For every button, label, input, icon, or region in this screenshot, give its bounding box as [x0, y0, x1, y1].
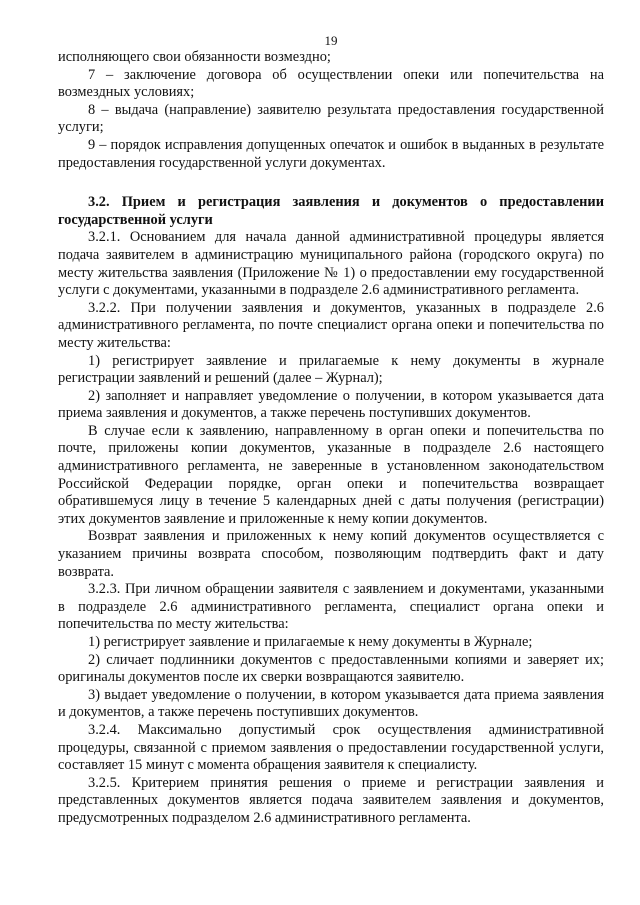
clause-3-2-2-return: Возврат заявления и приложенных к нему копий документов осуществляется с указанием причины возврата способом, позволяющим подтвердить факт и дату возврата.: [58, 528, 604, 580]
list-item-9: 9 – порядок исправления допущенных опечаток и ошибок в выданных в результате предоставления государственной услуги документах.: [58, 136, 604, 171]
section-heading: 3.2. Прием и регистрация заявления и документов о предоставлении государственной услуги: [58, 194, 604, 228]
paragraph-continuation: исполняющего свои обязанности возмездно;: [58, 49, 331, 65]
clause-3-2-5: 3.2.5. Критерием принятия решения о приеме и регистрации заявления и представленных документов является подача заявителем заявления и документов, предусмотренных подразделом 2.6 административного регламента.: [58, 774, 604, 826]
clause-3-2-2-item-1: 1) регистрирует заявление и прилагаемые к нему документы в журнале регистрации заявлений и решений (далее – Журнал);: [58, 352, 604, 387]
clause-3-2-2-copies: В случае если к заявлению, направленному в орган опеки и попечительства по почте, приложены копии документов, указанные в подразделе 2.6 настоящего административного регламента, не заверенные в установленном законодательством Российской Федерации порядке, орган опеки и попечительства возвращает обратившемуся лицу в течение 5 календарных дней с даты получения (регистрации) этих документов заявление и приложенные к нему копии документов.: [58, 422, 604, 527]
clause-3-2-1: 3.2.1. Основанием для начала данной административной процедуры является подача заявителем в администрацию муниципального района (городского округа) по месту жительства заявления (Приложение № 1) о предоставлении ему государственной услуги с документами, указанными в подразделе 2.6 административного регламента.: [58, 229, 604, 299]
page-number: 19: [324, 33, 338, 48]
clause-3-2-3-item-1: 1) регистрирует заявление и прилагаемые к нему документы в Журнале;: [88, 634, 533, 650]
clause-3-2-4: 3.2.4. Максимально допустимый срок осуществления административной процедуры, связанной с приемом заявления о предоставлении государственной услуги, составляет 15 минут с момента обращения заявителя к специалисту.: [58, 721, 604, 774]
clause-3-2-3: 3.2.3. При личном обращении заявителя с заявлением и документами, указанными в подразделе 2.6 административного регламента, специалист органа опеки и попечительства по месту жительства:: [58, 581, 604, 633]
clause-3-2-3-item-3: 3) выдает уведомление о получении, в котором указывается дата приема заявления и документов, а также перечень поступивших документов.: [58, 686, 604, 721]
list-item-7: 7 – заключение договора об осуществлении опеки или попечительства на возмездных условиях;: [58, 66, 604, 101]
clause-3-2-2: 3.2.2. При получении заявления и документов, указанных в подразделе 2.6 административного регламента, по почте специалист органа опеки и попечительства по месту жительства:: [58, 299, 604, 351]
list-item-8: 8 – выдача (направление) заявителю результата предоставления государственной услуги;: [58, 101, 604, 136]
clause-3-2-2-item-2: 2) заполняет и направляет уведомление о получении, в котором указывается дата приема заявления и документов, а также перечень поступивших документов.: [58, 387, 604, 422]
document-body: [58, 49, 604, 828]
clause-3-2-3-item-2: 2) сличает подлинники документов с предоставленными копиями и заверяет их; оригиналы документов после их сверки возвращаются заявителю.: [58, 651, 604, 686]
